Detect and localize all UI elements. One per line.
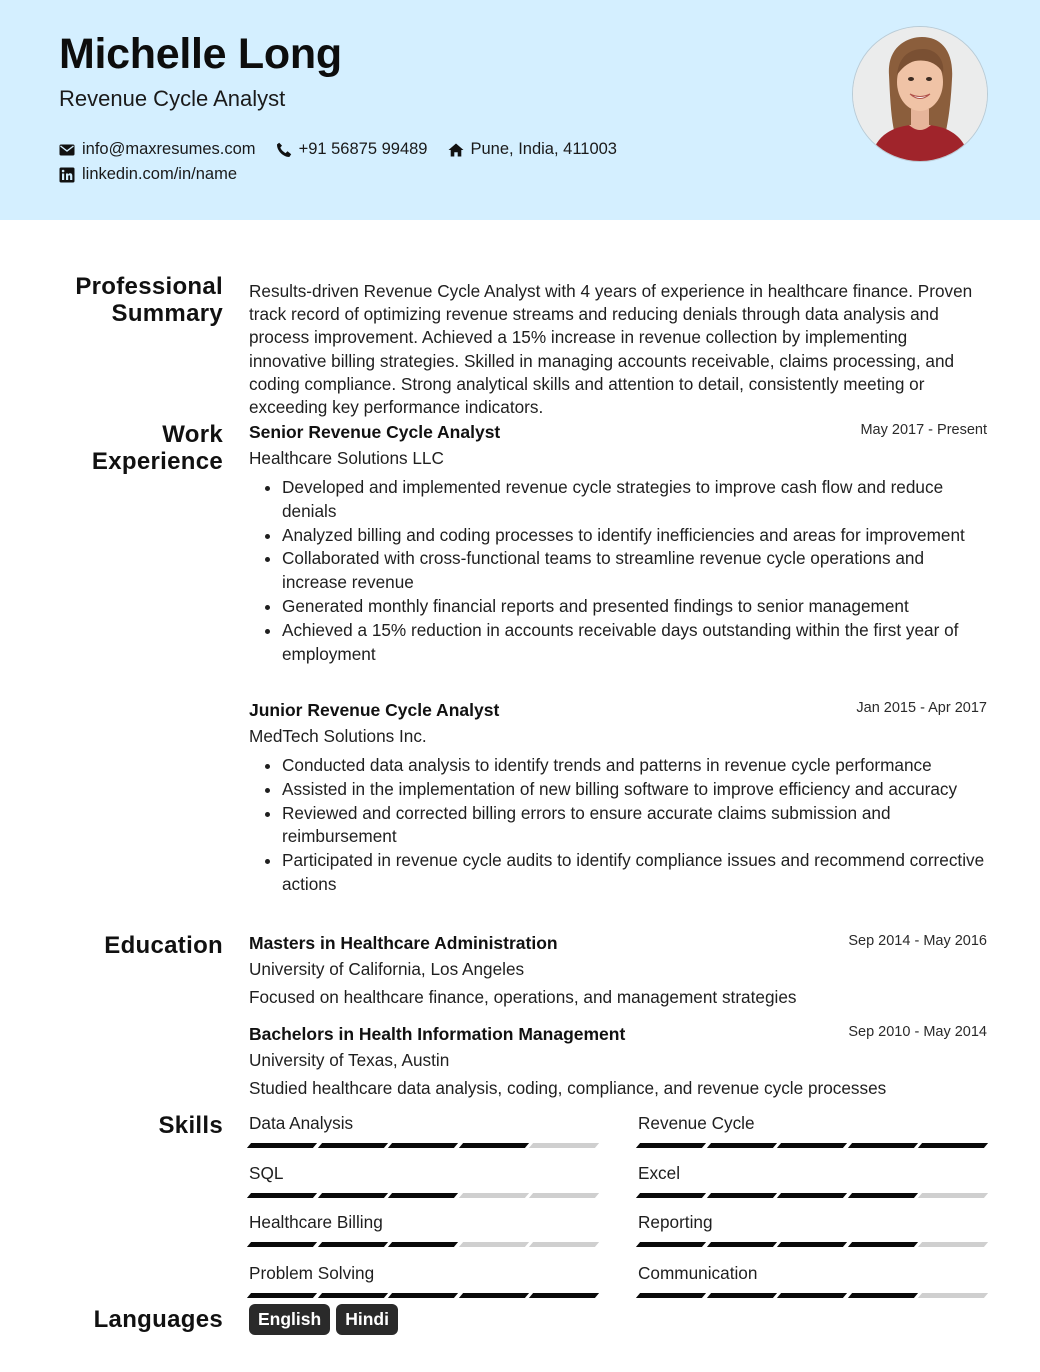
- skill-segment-filled: [777, 1143, 847, 1148]
- bullet-item: • Participated in revenue cycle audits to identify compliance issues and recommend corrective actions: [282, 849, 987, 897]
- skill-segment-filled: [388, 1193, 458, 1198]
- school-name: University of California, Los Angeles: [249, 959, 525, 979]
- skill-level-bar: [638, 1143, 986, 1148]
- skill-segment-filled: [388, 1143, 458, 1148]
- job-date: Jan 2015 - Apr 2017: [856, 700, 987, 716]
- section-title-experience: [92, 421, 223, 475]
- skill-item: [249, 1113, 597, 1148]
- skill-name: Reporting: [638, 1212, 713, 1232]
- bullet-item: • Assisted in the implementation of new billing software to improve efficiency and accuracy: [282, 778, 987, 802]
- skill-level-bar: [249, 1143, 597, 1148]
- job-entry: [249, 700, 987, 897]
- skill-segment-filled: [777, 1242, 847, 1247]
- summary-section: [249, 280, 987, 419]
- skill-segment-filled: [459, 1143, 529, 1148]
- skill-item: [249, 1163, 597, 1198]
- skill-segment-filled: [777, 1293, 847, 1298]
- candidate-role: Revenue Cycle Analyst: [59, 86, 286, 111]
- skill-segment-filled: [706, 1143, 776, 1148]
- home-icon: [448, 142, 464, 158]
- skill-segment-filled: [636, 1193, 706, 1198]
- skill-segment-empty: [918, 1293, 988, 1298]
- contact-row: [59, 140, 637, 159]
- skill-name: SQL: [249, 1163, 284, 1183]
- skill-level-bar: [638, 1242, 986, 1247]
- skill-name: Data Analysis: [249, 1113, 354, 1133]
- skill-level-bar: [638, 1293, 986, 1298]
- experience-title-line1: Work: [162, 421, 223, 448]
- skill-level-bar: [249, 1293, 597, 1298]
- skill-segment-filled: [848, 1193, 918, 1198]
- skill-segment-filled: [636, 1242, 706, 1247]
- job-company: MedTech Solutions Inc.: [249, 726, 427, 746]
- skill-segment-filled: [777, 1193, 847, 1198]
- skill-segment-filled: [247, 1193, 317, 1198]
- skill-segment-empty: [529, 1143, 599, 1148]
- education-entry: [249, 933, 987, 1008]
- job-bullets: [249, 476, 987, 666]
- skill-segment-filled: [247, 1242, 317, 1247]
- education-description: Studied healthcare data analysis, coding, compliance, and revenue cycle processes: [249, 1078, 887, 1098]
- bullet-item: • Developed and implemented revenue cycle strategies to improve cash flow and reduce denials: [282, 476, 987, 524]
- skill-segment-filled: [636, 1143, 706, 1148]
- skill-segment-filled: [388, 1242, 458, 1247]
- candidate-name: Michelle Long: [59, 30, 342, 78]
- school-name: University of Texas, Austin: [249, 1050, 450, 1070]
- linkedin-text: linkedin.com/in/name: [82, 165, 237, 183]
- contact-email[interactable]: [59, 140, 256, 159]
- skill-name: Problem Solving: [249, 1263, 375, 1283]
- skill-item: [249, 1263, 597, 1298]
- skill-segment-filled: [848, 1143, 918, 1148]
- skill-item: [638, 1113, 986, 1148]
- degree-title: Bachelors in Health Information Management: [249, 1024, 626, 1044]
- skill-segment-filled: [848, 1293, 918, 1298]
- skill-segment-empty: [459, 1193, 529, 1198]
- job-bullets: [249, 754, 987, 897]
- skill-segment-filled: [247, 1143, 317, 1148]
- skill-segment-filled: [636, 1293, 706, 1298]
- phone-icon: [276, 142, 292, 158]
- bullet-item: • Conducted data analysis to identify trends and patterns in revenue cycle performance: [282, 754, 987, 778]
- skill-segment-filled: [317, 1242, 387, 1247]
- skill-level-bar: [249, 1242, 597, 1247]
- contact-linkedin[interactable]: [59, 165, 237, 184]
- job-company: Healthcare Solutions LLC: [249, 448, 444, 468]
- bullet-item: • Achieved a 15% reduction in accounts receivable days outstanding within the first year of employment: [282, 619, 987, 667]
- summary-text: Results-driven Revenue Cycle Analyst with 4 years of experience in healthcare finance. Proven track record of optimizing revenue streams and reducing denials through data analysis and process improvement. Achieved a 15% increase in revenue collection by implementing innovative billing strategies. Skilled in managing accounts receivable, claims processing, and coding compliance. Strong analytical skills and attention to detail, consistently meeting or exceeding key performance indicators.: [249, 281, 973, 418]
- skill-segment-filled: [459, 1293, 529, 1298]
- section-title-education: Education: [104, 932, 223, 959]
- skill-segment-filled: [706, 1242, 776, 1247]
- experience-title-line2: Experience: [91, 448, 223, 475]
- skill-segment-filled: [706, 1293, 776, 1298]
- location-text: Pune, India, 411003: [470, 140, 617, 158]
- resume-header: [0, 0, 1040, 220]
- skill-item: [638, 1163, 986, 1198]
- skill-segment-filled: [317, 1293, 387, 1298]
- skill-name: Excel: [638, 1163, 681, 1183]
- language-badge: English: [249, 1304, 330, 1335]
- degree-title: Masters in Healthcare Administration: [249, 933, 558, 953]
- language-badge: Hindi: [336, 1304, 398, 1335]
- profile-photo-illustration: [853, 27, 987, 161]
- summary-title-line2: Summary: [111, 300, 223, 327]
- skill-segment-empty: [918, 1193, 988, 1198]
- education-date: Sep 2014 - May 2016: [848, 933, 987, 949]
- summary-title-line1: Professional: [75, 273, 223, 300]
- bullet-item: • Analyzed billing and coding processes to identify inefficiencies and areas for improvement: [282, 524, 987, 548]
- section-title-summary: [75, 273, 223, 327]
- section-title-skills: Skills: [158, 1112, 223, 1139]
- contact-phone[interactable]: [276, 140, 428, 159]
- skill-name: Healthcare Billing: [249, 1212, 383, 1232]
- skill-name: Revenue Cycle: [638, 1113, 755, 1133]
- job-title: Junior Revenue Cycle Analyst: [249, 700, 500, 720]
- linkedin-icon: [59, 167, 75, 183]
- envelope-icon: [59, 142, 75, 158]
- job-entry: [249, 422, 987, 666]
- email-text: info@maxresumes.com: [82, 140, 256, 158]
- skill-item: [249, 1212, 597, 1247]
- skill-level-bar: [249, 1193, 597, 1198]
- skill-item: [638, 1263, 986, 1298]
- skill-segment-filled: [706, 1193, 776, 1198]
- languages-list: [249, 1304, 398, 1335]
- skill-name: Communication: [638, 1263, 758, 1283]
- phone-text: +91 56875 99489: [298, 140, 428, 158]
- contact-location: [448, 140, 618, 159]
- section-title-languages: Languages: [93, 1306, 223, 1333]
- education-date: Sep 2010 - May 2014: [848, 1024, 987, 1040]
- bullet-item: • Collaborated with cross-functional teams to streamline revenue cycle operations and increase revenue: [282, 547, 987, 595]
- skill-segment-filled: [317, 1143, 387, 1148]
- job-title: Senior Revenue Cycle Analyst: [249, 422, 501, 442]
- skill-segment-filled: [388, 1293, 458, 1298]
- skill-segment-filled: [247, 1293, 317, 1298]
- skill-segment-filled: [317, 1193, 387, 1198]
- profile-photo: [852, 26, 988, 162]
- bullet-item: • Reviewed and corrected billing errors to ensure accurate claims submission and reimbursement: [282, 802, 987, 850]
- skill-segment-filled: [918, 1143, 988, 1148]
- skill-segment-filled: [848, 1242, 918, 1247]
- job-date: May 2017 - Present: [860, 422, 987, 438]
- skill-level-bar: [638, 1193, 986, 1198]
- skill-segment-empty: [459, 1242, 529, 1247]
- skill-segment-filled: [529, 1293, 599, 1298]
- education-description: Focused on healthcare finance, operations, and management strategies: [249, 987, 797, 1007]
- education-entry: [249, 1024, 987, 1099]
- skill-item: [638, 1212, 986, 1247]
- skill-segment-empty: [918, 1242, 988, 1247]
- skill-segment-empty: [529, 1242, 599, 1247]
- bullet-item: • Generated monthly financial reports and presented findings to senior management: [282, 595, 987, 619]
- skill-segment-empty: [529, 1193, 599, 1198]
- contact-row-2: [59, 165, 257, 184]
